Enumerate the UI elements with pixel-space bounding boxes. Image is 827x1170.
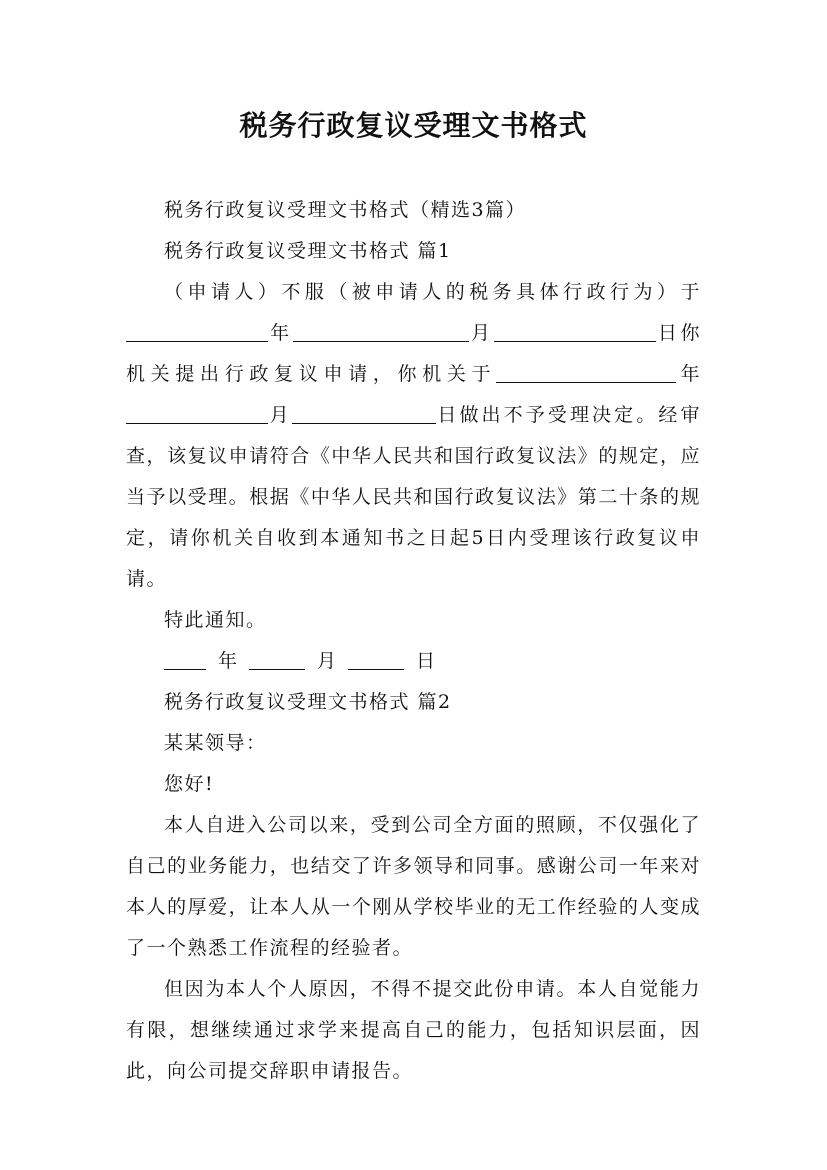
sign-month-label: 月 [317, 650, 337, 672]
blank-month-2 [126, 404, 268, 424]
blank-year-2 [496, 363, 676, 383]
year-label-1: 年 [268, 322, 293, 344]
day-label-2: 日 [435, 404, 460, 426]
blank-sign-month [249, 650, 305, 670]
p1-mid-text: 你机关提出行政复议申请，你机关于 [126, 322, 701, 385]
blank-month-1 [293, 322, 469, 342]
day-label-1: 日 [655, 322, 681, 344]
section2-paragraph-1: 本人自进入公司以来，受到公司全方面的照顾，不仅强化了自己的业务能力，也结交了许多领导和同事。感谢公司一年来对本人的厚爱，让本人从一个刚从学校毕业的无工作经验的人变成了一个熟悉工作流程的经验者。 [126, 814, 701, 959]
blank-day-1 [494, 322, 656, 342]
blank-day-2 [292, 404, 436, 424]
signature-date-line [126, 641, 701, 682]
section2-heading: 税务行政复议受理文书格式 篇2 [164, 691, 452, 713]
sign-year-label: 年 [218, 650, 238, 672]
blank-year-1 [126, 322, 268, 342]
section1-heading: 税务行政复议受理文书格式 篇1 [164, 240, 452, 262]
section1-paragraph [126, 272, 701, 600]
document-body [126, 190, 701, 1092]
year-label-2: 年 [676, 363, 701, 385]
greeting-line: 您好! [164, 773, 215, 795]
document-title: 税务行政复议受理文书格式 [239, 109, 588, 142]
p1-start-text: （申请人）不服（被申请人的税务具体行政行为）于 [164, 281, 701, 303]
intro-line: 税务行政复议受理文书格式（精选3篇） [164, 199, 527, 221]
section2-paragraph-2: 但因为本人个人原因，不得不提交此份申请。本人自觉能力有限，想继续通过求学来提高自己的能力，包括知识层面，因此，向公司提交辞职申请报告。 [126, 978, 701, 1082]
sign-day-label: 日 [416, 650, 436, 672]
blank-sign-day [348, 650, 404, 670]
month-label-1: 月 [468, 322, 494, 344]
salutation-line: 某某领导： [164, 732, 267, 754]
notice-line: 特此通知。 [164, 609, 267, 631]
blank-sign-year [164, 650, 206, 670]
p1-end-text: 做出不予受理决定。经审查，该复议申请符合《中华人民共和国行政复议法》的规定，应当予以受理。根据《中华人民共和国行政复议法》第二十条的规定，请你机关自收到本通知书之日起5日内受理该行政复议申请。 [126, 404, 701, 590]
month-label-2: 月 [268, 404, 292, 426]
